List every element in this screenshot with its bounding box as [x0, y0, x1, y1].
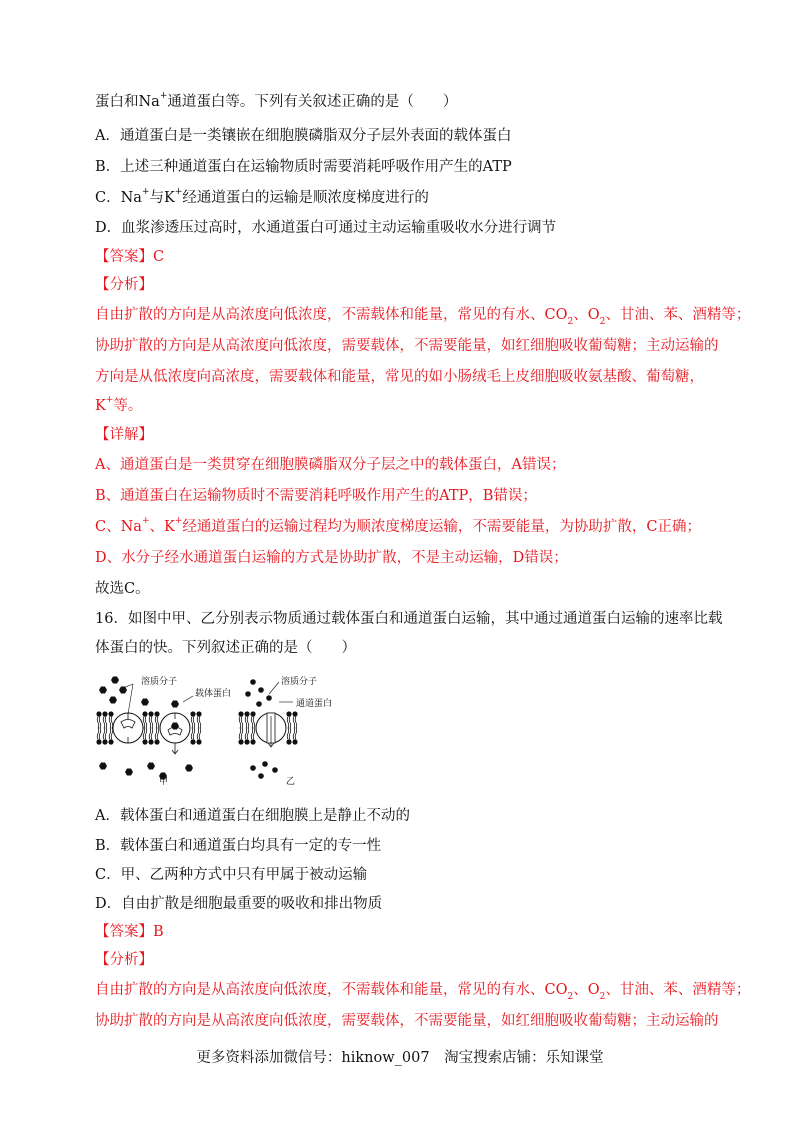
q15-conclusion: 故选C。	[95, 581, 150, 597]
q16-option-c: C．甲、乙两种方式中只有甲属于被动运输	[95, 867, 368, 883]
q15-analysis-line-1: 自由扩散的方向是从高浓度向低浓度，不需载体和能量，常见的有水、$CO_2$、$O_2$、甘油、苯、酒精等；	[95, 307, 751, 327]
q16-stem-line-2: 体蛋白的快。下列叙述正确的是（ ）	[95, 640, 356, 656]
q15-detail-tag: 【详解】	[95, 427, 153, 443]
q15-option-b: B．上述三种通道蛋白在运输物质时需要消耗呼吸作用产生的ATP	[95, 159, 512, 175]
q16-option-d: D．自由扩散是细胞最重要的吸收和排出物质	[95, 896, 383, 912]
q15-analysis-line-3: 方向是从低浓度向高浓度，需要载体和能量，常见的如小肠绒毛上皮细胞吸收氨基酸、葡萄糖，	[95, 369, 704, 385]
label-channel-protein-text: 通道蛋白	[296, 699, 333, 709]
label-carrier-protein: 载体蛋白	[195, 689, 232, 699]
answer-value: C	[153, 249, 165, 265]
page-footer: 更多资料添加微信号：hiknow_007 淘宝搜索店铺：乐知课堂	[196, 1050, 604, 1066]
q15-analysis-tag: 【分析】	[95, 277, 153, 293]
answer-tag: 【答案】	[95, 249, 153, 265]
q15-detail-a: A、通道蛋白是一类贯穿在细胞膜磷脂双分子层之中的载体蛋白，A错误；	[95, 457, 566, 473]
caption-yi: 乙	[286, 777, 296, 787]
transport-diagram	[93, 672, 333, 794]
q15-detail-d: D、水分子经水通道蛋白运输的方式是协助扩散，不是主动运输，D错误；	[95, 550, 568, 566]
q16-option-a: A．载体蛋白和通道蛋白在细胞膜上是静止不动的	[95, 808, 410, 824]
q15-analysis-line-4: K+等。	[95, 395, 143, 414]
label-solute-molecule-1: 溶质分子	[141, 677, 178, 687]
q16-stem-line-1: 16．如图中甲、乙分别表示物质通过载体蛋白和通道蛋白运输，其中通过通道蛋白运输的速率比载	[95, 611, 723, 627]
q16-analysis-tag: 【分析】	[95, 952, 153, 968]
q16-option-b: B．载体蛋白和通道蛋白均具有一定的专一性	[95, 838, 382, 854]
answer-tag: 【答案】	[95, 924, 153, 940]
q16-answer	[95, 922, 164, 942]
q15-stem-continuation: 蛋白和Na+通道蛋白等。下列有关叙述正确的是（ ）	[95, 91, 458, 110]
carrier-protein-2	[160, 713, 190, 754]
label-solute-molecule-2: 溶质分子	[281, 677, 318, 687]
q16-analysis-line-2: 协助扩散的方向是从高浓度向低浓度，需要载体，不需要能量，如红细胞吸收葡萄糖；主动运输的	[95, 1013, 719, 1029]
caption-jia: 甲	[159, 777, 169, 787]
channel-protein	[256, 713, 286, 747]
carrier-protein-1	[113, 713, 143, 743]
q15-detail-c: C、Na+、K+经通道蛋白的运输过程均为顺浓度梯度运输，不需要能量，为协助扩散，C正确；	[95, 516, 701, 535]
q15-answer	[95, 247, 164, 267]
q16-analysis-line-1: 自由扩散的方向是从高浓度向低浓度，不需载体和能量，常见的有水、$CO_2$、$O_2$、甘油、苯、酒精等；	[95, 982, 751, 1002]
q15-option-a: A．通道蛋白是一类镶嵌在细胞膜磷脂双分子层外表面的载体蛋白	[95, 128, 512, 144]
q15-option-c: C．Na+与K+经通道蛋白的运输是顺浓度梯度进行的	[95, 187, 429, 206]
q15-option-d: D．血浆渗透压过高时，水通道蛋白可通过主动运输重吸收水分进行调节	[95, 220, 557, 236]
q15-detail-b: B、通道蛋白在运输物质时不需要消耗呼吸作用产生的ATP，B错误；	[95, 488, 537, 504]
answer-value: B	[153, 924, 164, 940]
q15-analysis-line-2: 协助扩散的方向是从高浓度向低浓度，需要载体，不需要能量，如红细胞吸收葡萄糖；主动运输的	[95, 338, 719, 354]
